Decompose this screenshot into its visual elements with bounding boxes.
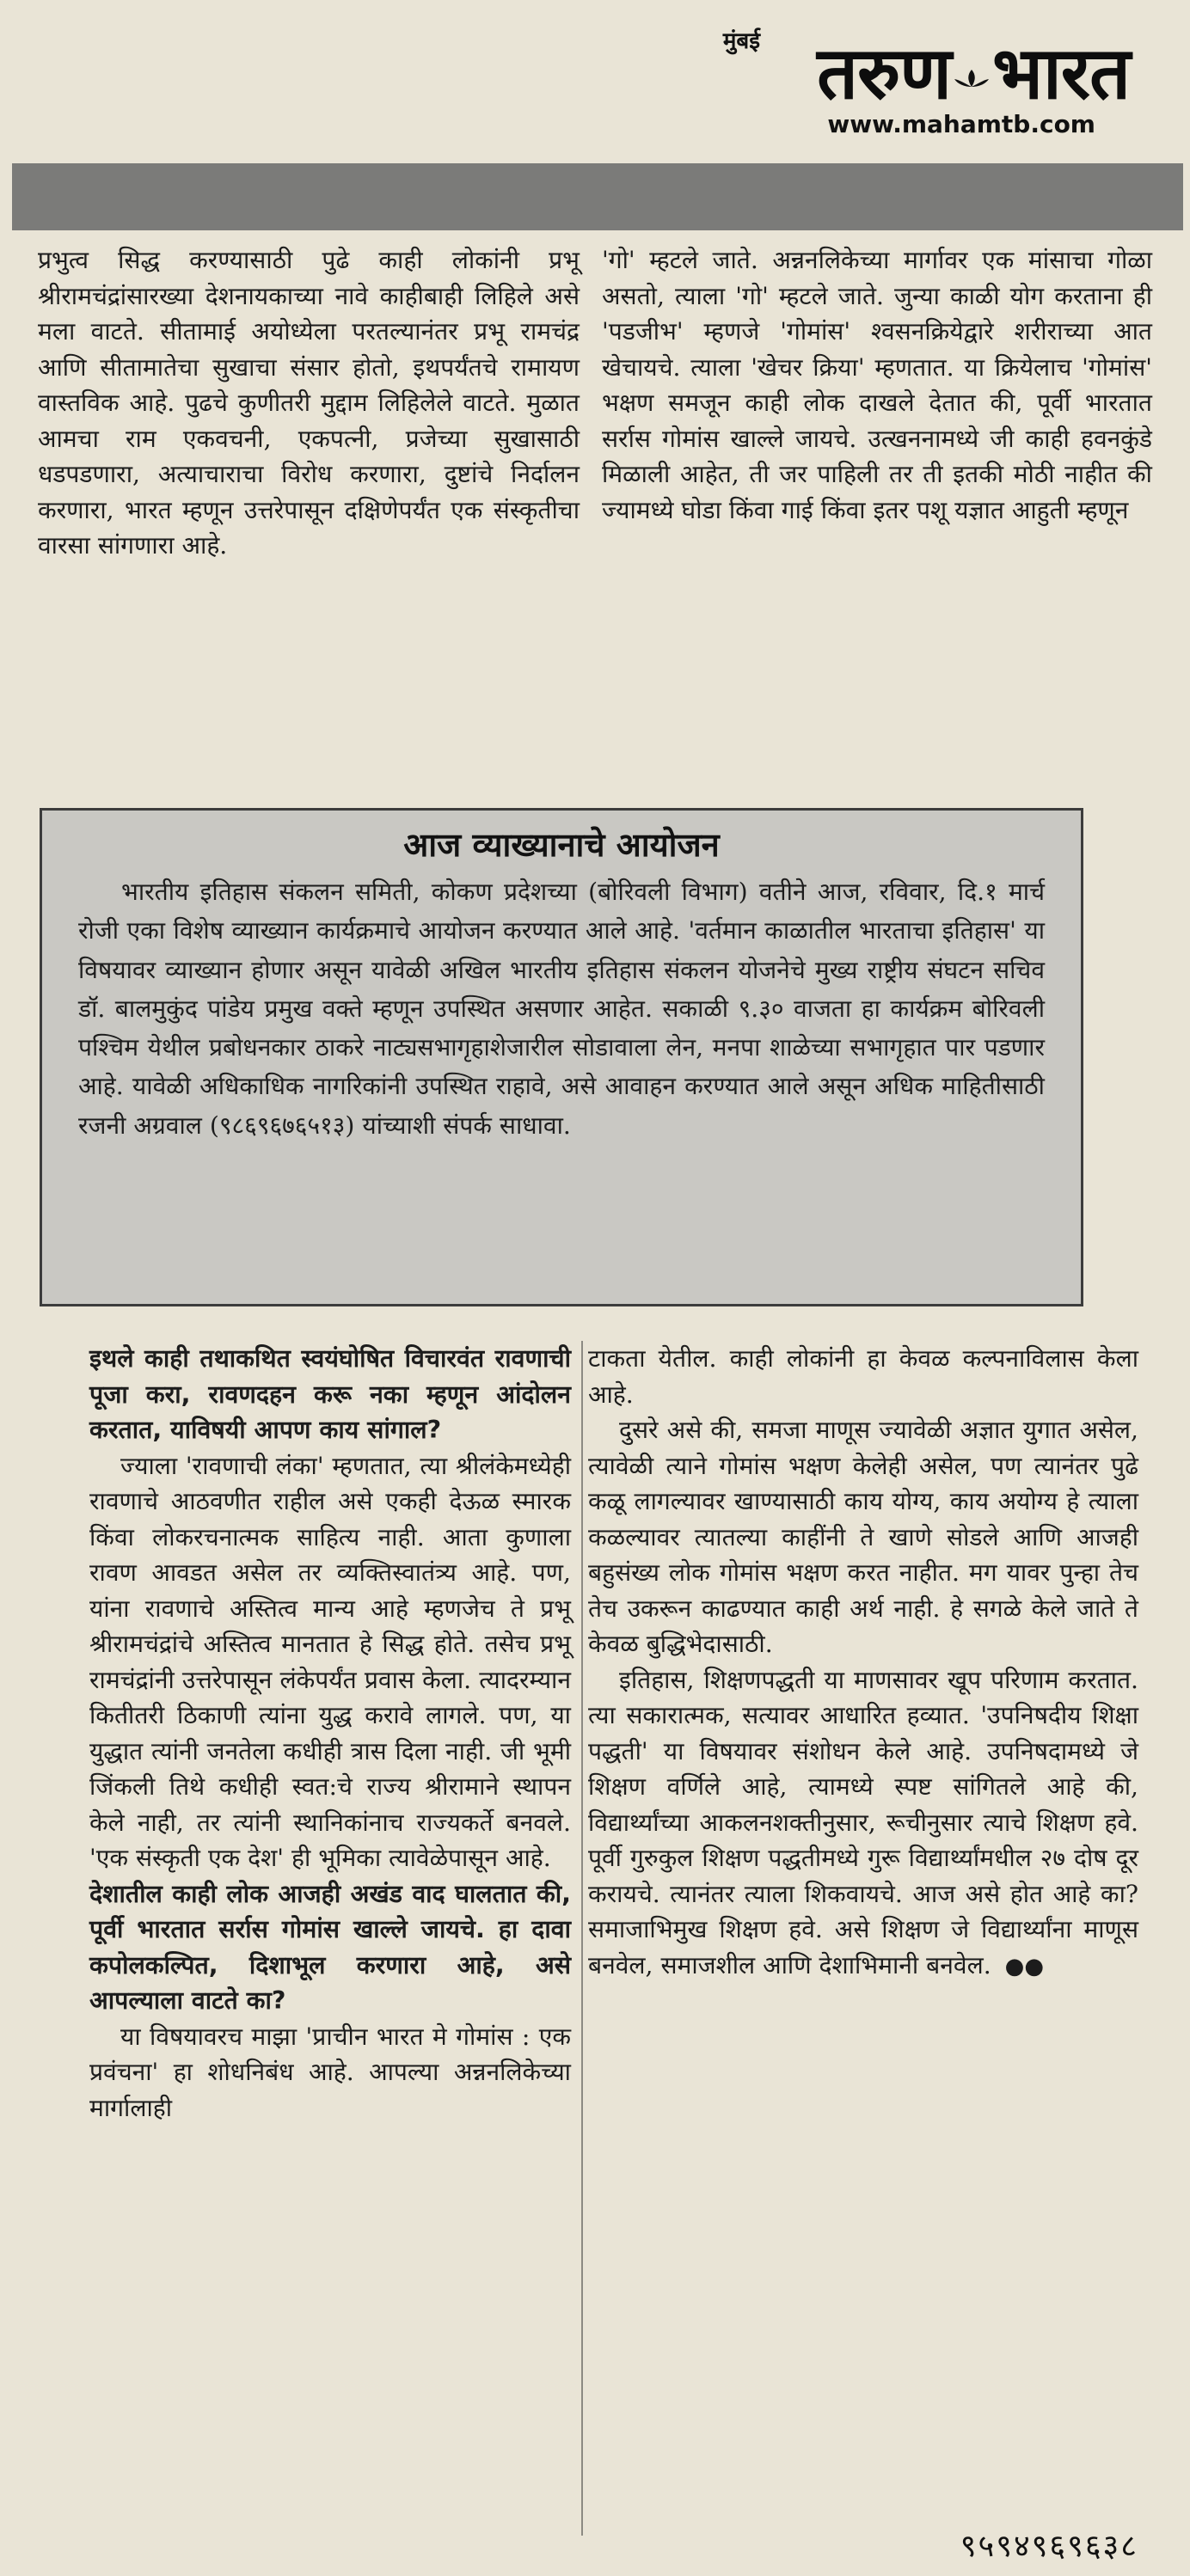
- masthead: [648, 15, 1130, 138]
- event-notice-box: [40, 808, 1083, 1306]
- paragraph: [588, 1662, 1138, 1986]
- paragraph-text: इतिहास, शिक्षणपद्धती या माणसावर खूप परिणाम करतात. त्या सकारात्मक, सत्यावर आधारित हव्यात. 'उपनिषदीय शिक्षा पद्धती' या विषयावर संशोधन केले आहे. उपनिषदामध्ये जे शिक्षण वर्णिले आहे, त्यामध्ये स्पष्ट सांगितले आहे की, विद्यार्थ्यांच्या आकलनशक्तीनुसार, रूचीनुसार त्याचे शिक्षण हवे. पूर्वी गुरुकुल शिक्षण पद्धतीमध्ये गुरू विद्यार्थ्यांमधील २७ दोष दूर करायचे. त्यानंतर त्याला शिकवायचे. आज असे होत आहे का? समाजाभिमुख शिक्षण हवे. असे शिक्षण जे विद्यार्थ्यांना माणूस बनवेल, समाजशील आणि देशाभिमानी बनवेल.: [588, 1665, 1138, 1979]
- logo-left: तरुण: [817, 31, 951, 115]
- column-divider: [581, 1341, 583, 2536]
- logo-right: भारत: [991, 31, 1130, 115]
- article-column-bottom-left: [89, 1341, 571, 2126]
- website-url: www.mahamtb.com: [827, 110, 1095, 138]
- masthead-city: मुंबई: [722, 28, 760, 54]
- interview-answer: ज्याला 'रावणाची लंका' म्हणतात, त्या श्रीलंकेमध्येही रावणाचे आठवणीत राहील असे एकही देऊळ स्मारक किंवा लोकरचनात्मक साहित्य नाही. आता कुणाला रावण आवडत असेल तर व्यक्तिस्वातंत्र्य आहे. पण, यांना रावणाचे अस्तित्व मान्य आहे म्हणजेच ते प्रभू श्रीरामचंद्रांचे अस्तित्व मानतात हे सिद्ध होते. तसेच प्रभू रामचंद्रांनी उत्तरेपासून लंकेपर्यंत प्रवास केला. त्यादरम्यान कितीतरी ठिकाणी त्यांना युद्ध करावे लागले. पण, या युद्धात त्यांनी जनतेला कधीही त्रास दिला नाही. जी भूमी जिंकली तिथे कधीही स्वत:चे राज्य श्रीरामाने स्थापन केले नाही, तर त्यांनी स्थानिकांनाच राज्यकर्ते बनवले. 'एक संस्कृती एक देश' ही भूमिका त्यावेळेपासून आहे.: [89, 1451, 571, 1872]
- lotus-icon: [953, 68, 991, 89]
- interview-question: इथले काही तथाकथित स्वयंघोषित विचारवंत रावणाची पूजा करा, रावणदहन करू नका म्हणून आंदोलन करतात, याविषयी आपण काय सांगाल?: [89, 1344, 571, 1444]
- paragraph: 'गो' म्हटले जाते. अन्ननलिकेच्या मार्गावर एक मांसाचा गोळा असतो, त्याला 'गो' म्हटले जाते. जुन्या काळी योग करताना ही 'पडजीभ' म्हणजे 'गोमांस' श्वसनक्रियेद्वारे शरीराच्या आत खेचायचे. त्याला 'खेचर क्रिया' म्हणतात. या क्रियेलाच 'गोमांस' भक्षण समजून काही लोक दाखले देतात की, पूर्वी भारतात सर्रास गोमांस खाल्ले जायचे. उत्खननामध्ये जी काही हवनकुंडे मिळाली आहेत, ती जर पाहिली तर ती इतकी मोठी नाहीत की ज्यामध्ये घोडा किंवा गाई किंवा इतर पशू यज्ञात आहुती म्हणून: [602, 246, 1152, 524]
- paragraph: टाकता येतील. काही लोकांनी हा केवळ कल्पनाविलास केला आहे.: [588, 1344, 1138, 1409]
- header-band: [12, 163, 1183, 230]
- newspaper-logo: [648, 31, 1130, 115]
- event-notice-text: भारतीय इतिहास संकलन समिती, कोकण प्रदेशच्या (बोरिवली विभाग) वतीने आज, रविवार, दि.१ मार्च रोजी एका विशेष व्याख्यान कार्यक्रमाचे आयोजन करण्यात आले आहे. 'वर्तमान काळातील भारताचा इतिहास' या विषयावर व्याख्यान होणार असून यावेळी अखिल भारतीय इतिहास संकलन योजनेचे मुख्य राष्ट्रीय संघटन सचिव डॉ. बालमुकुंद पांडेय प्रमुख वक्ते म्हणून उपस्थित असणार आहेत. सकाळी ९.३० वाजता हा कार्यक्रम बोरिवली पश्चिम येथील प्रबोधनकार ठाकरे नाट्यसभागृहाशेजारील सोडावाला लेन, मनपा शाळेच्या सभागृहात पार पडणार आहे. यावेळी अधिकाधिक नागरिकांनी उपस्थित राहावे, असे आवाहन करण्यात आले असून अधिक माहितीसाठी रजनी अग्रवाल (९८६९६७६५१३) यांच्याशी संपर्क साधावा.: [78, 878, 1045, 1140]
- end-mark: ●●: [1004, 1953, 1045, 1979]
- article-column-bottom-right: [588, 1341, 1138, 1985]
- interview-question: देशातील काही लोक आजही अखंड वाद घालतात की, पूर्वी भारतात सर्रास गोमांस खाल्ले जायचे. हा दावा कपोलकल्पित, दिशाभूल करणारा आहे, असे आपल्याला वाटते का?: [89, 1879, 571, 2015]
- article-column-top-right: [602, 242, 1152, 528]
- interview-answer: या विषयावरच माझा 'प्राचीन भारत मे गोमांस : एक प्रवंचना' हा शोधनिबंध आहे. आपल्या अन्ननलिकेच्या मार्गालाही: [89, 2022, 571, 2122]
- handwritten-phone-number: ९५९४९६९६३८: [960, 2529, 1138, 2564]
- event-notice-title: आज व्याख्यानाचे आयोजन: [403, 826, 720, 864]
- paragraph: दुसरे असे की, समजा माणूस ज्यावेळी अज्ञात युगात असेल, त्यावेळी त्याने गोमांस भक्षण केलेही असेल, पण त्यानंतर पुढे कळू लागल्यावर खाण्यासाठी काय योग्य, काय अयोग्य हे त्याला कळल्यावर त्यातल्या काहींनी ते खाणे सोडले आणि आजही बहुसंख्य लोक गोमांस भक्षण करत नाहीत. मग यावर पुन्हा तेच तेच उकरून काढण्यात काही अर्थ नाही. हे सगळे केले जाते ते केवळ बुद्धिभेदासाठी.: [588, 1416, 1138, 1658]
- paragraph: प्रभुत्व सिद्ध करण्यासाठी पुढे काही लोकांनी प्रभू श्रीरामचंद्रांसारख्या देशनायकाच्या नावे काहीबाही लिहिले असे मला वाटते. सीतामाई अयोध्येला परतल्यानंतर प्रभू रामचंद्र आणि सीतामातेचा सुखाचा संसार होतो, इथपर्यंतचे रामायण वास्तविक आहे. पुढचे कुणीतरी मुद्दाम लिहिलेले वाटते. मुळात आमचा राम एकवचनी, एकपत्नी, प्रजेच्या सुखासाठी धडपडणारा, अत्याचाराचा विरोध करणारा, दुष्टांचे निर्दालन करणारा, भारत म्हणून उत्तरेपासून दक्षिणेपर्यंत एक संस्कृतीचा वारसा सांगणारा आहे.: [38, 246, 580, 560]
- article-column-top-left: [38, 242, 580, 564]
